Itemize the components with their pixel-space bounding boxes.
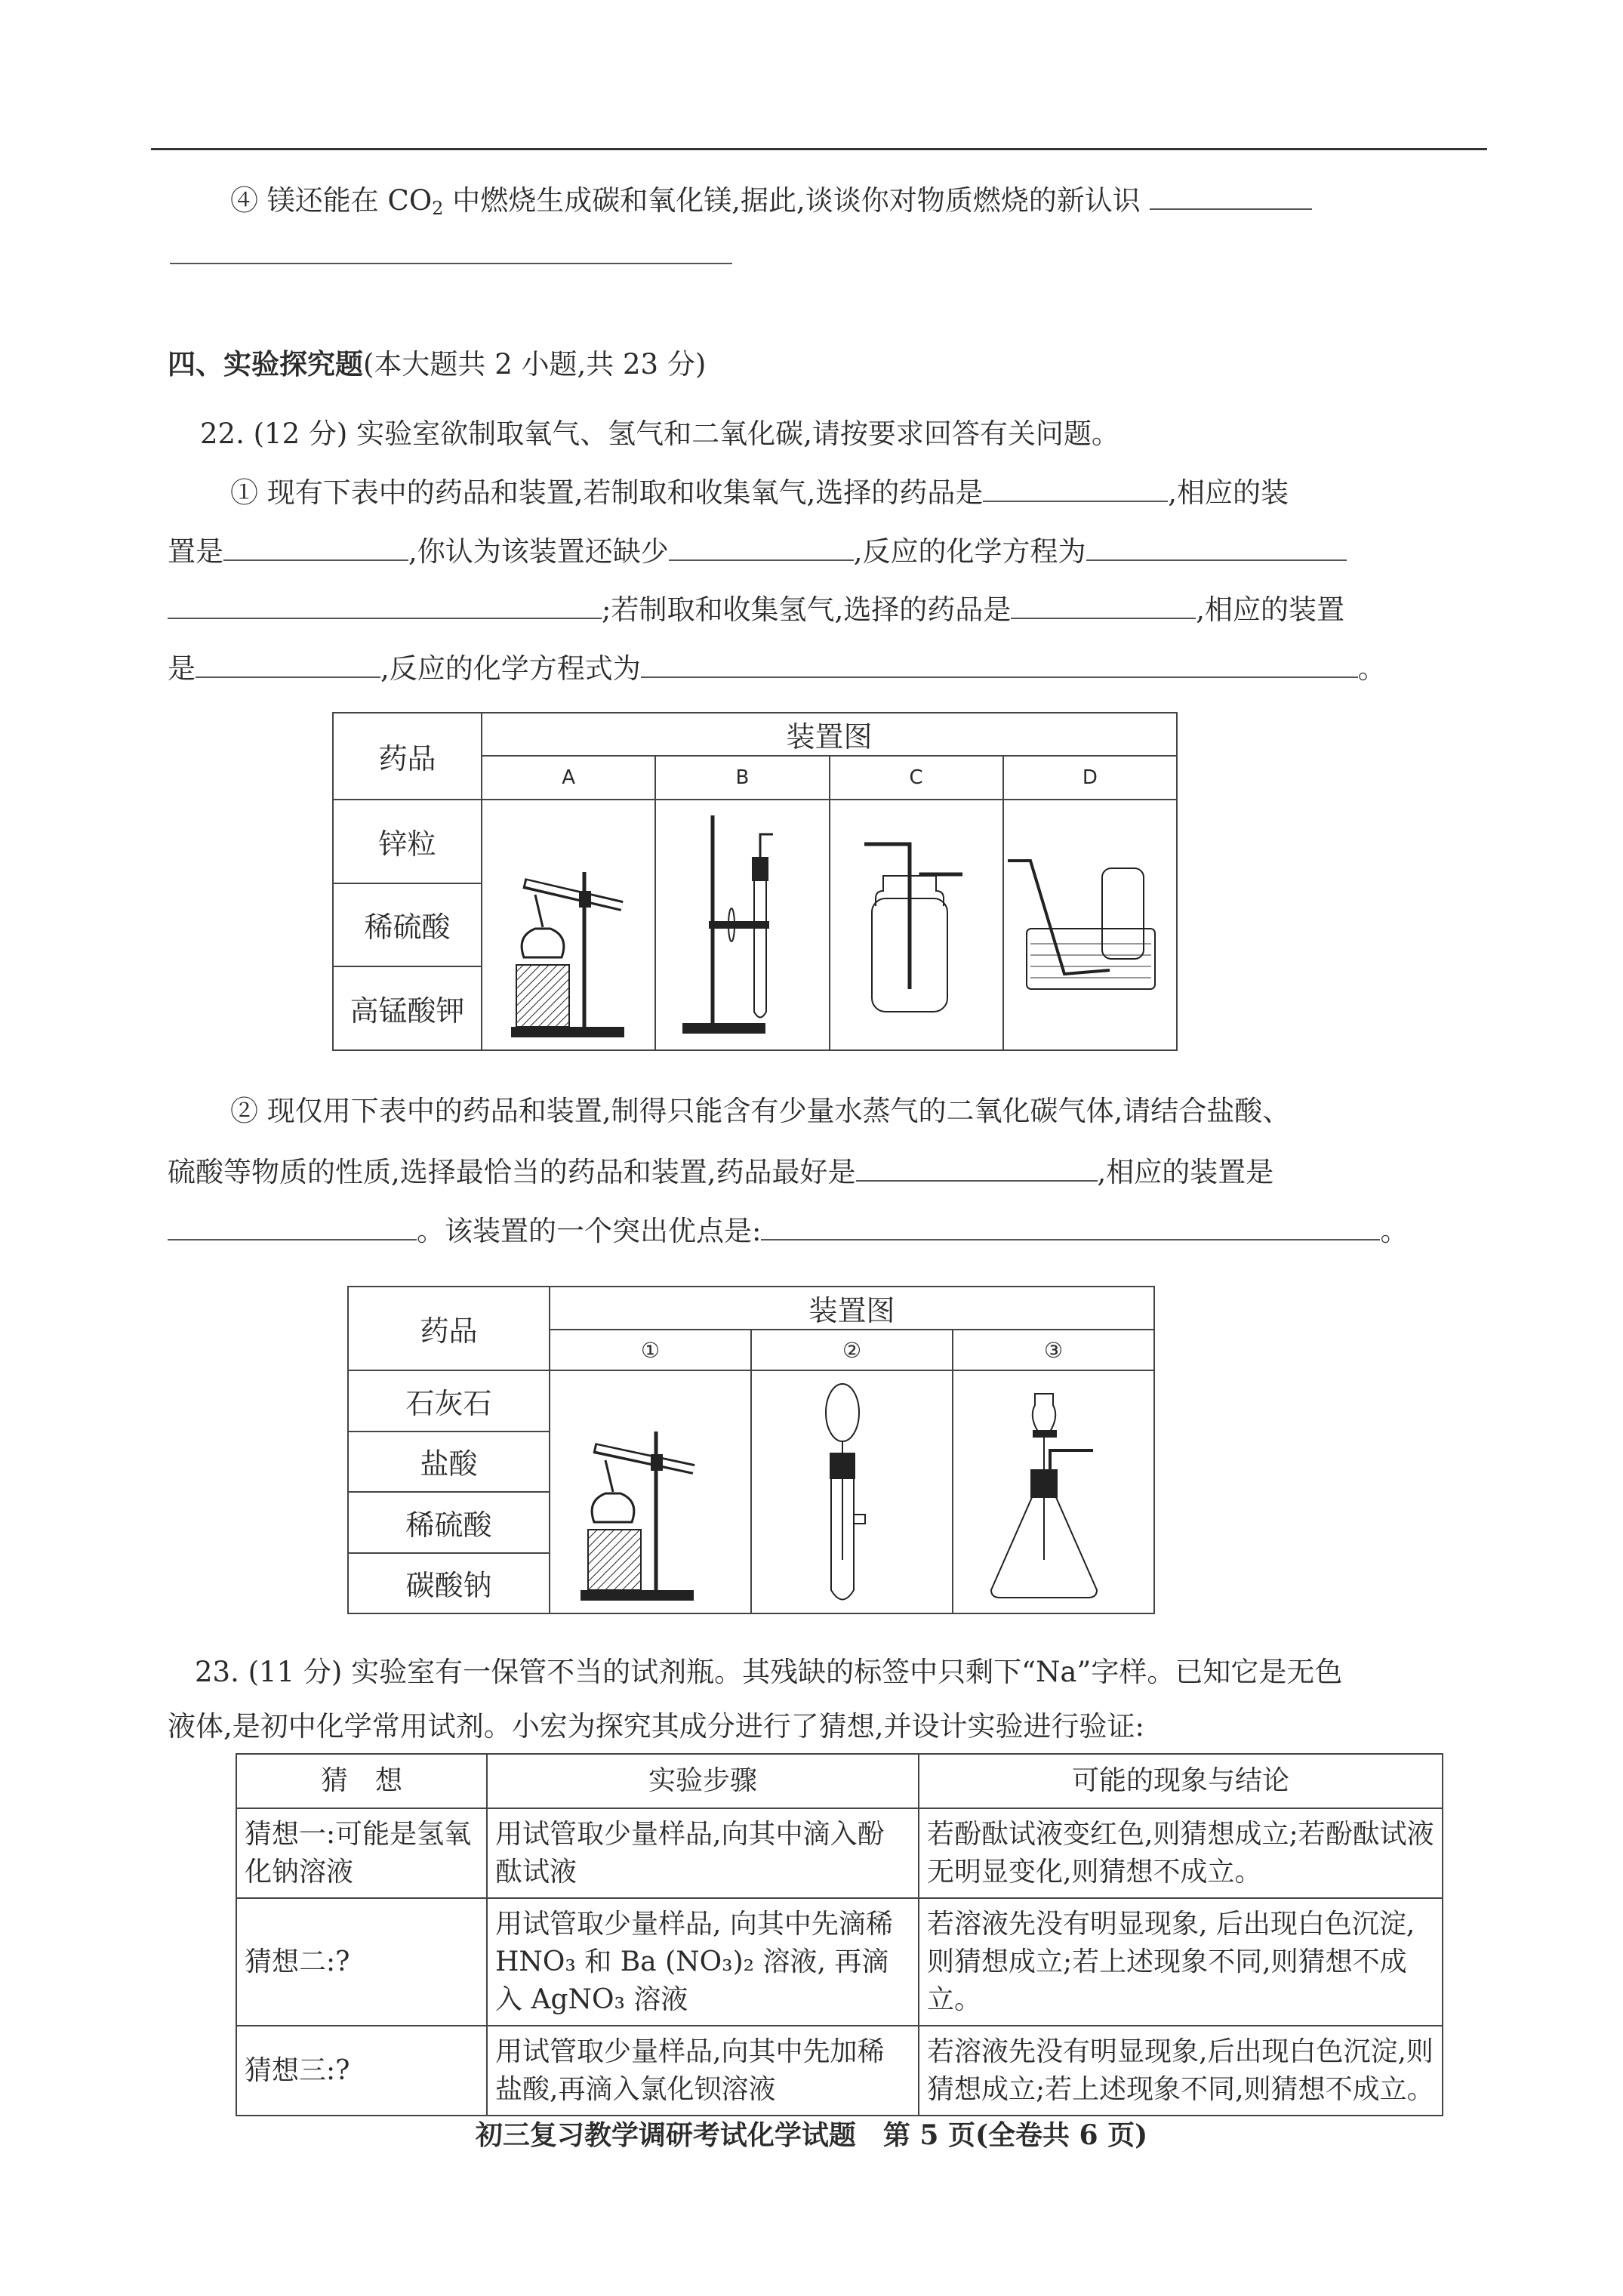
apparatus-cell-c — [830, 800, 1003, 1050]
apparatus-cell-2 — [751, 1370, 953, 1613]
header-steps: 实验步骤 — [487, 1754, 919, 1808]
column-2: ② — [751, 1330, 953, 1370]
apparatus-cell-1 — [550, 1370, 751, 1613]
missing-item-blank[interactable] — [669, 531, 854, 561]
co2-drug-blank[interactable] — [856, 1151, 1098, 1182]
table-row — [236, 1898, 1443, 2026]
advantage-blank[interactable] — [761, 1210, 1380, 1240]
q21-part4-line: ④ 镁还能在 $CO_2$ 中燃烧生成碳和氧化镁,据此,谈谈你对物质燃烧的新认识 — [230, 180, 1312, 227]
steps-cell: 用试管取少量样品,向其中滴入酚酞试液 — [487, 1808, 919, 1898]
result-cell: 若酚酞试液变红色,则猜想成立;若酚酞试液无明显变化,则猜想不成立。 — [919, 1808, 1443, 1898]
q22-part2-line2: 硫酸等物质的性质,选择最恰当的药品和装置,药品最好是 ,相应的装置是 — [168, 1151, 1273, 1191]
hypothesis-cell: 猜想三:? — [236, 2026, 487, 2116]
section-note: (本大题共 2 小题,共 23 分) — [363, 348, 707, 381]
q22-part2-line3: 。该装置的一个突出优点是: 。 — [168, 1210, 1408, 1250]
conical-flask-apparatus-icon — [953, 1371, 1135, 1613]
q22-part1-line3: ;若制取和收集氢气,选择的药品是 ,相应的装置 — [168, 589, 1344, 629]
drug-cell: 碳酸钠 — [348, 1553, 550, 1614]
apparatus-table-2 — [347, 1286, 1155, 1614]
apparatus-cell-b — [655, 800, 829, 1050]
oxygen-equation-blank-cont[interactable] — [168, 589, 602, 619]
table-row — [236, 1808, 1443, 1898]
column-c: C — [830, 756, 1003, 800]
apparatus-cell-a — [482, 800, 655, 1050]
q22-part2-line1: ② 现仅用下表中的药品和装置,制得只能含有少量水蒸气的二氧化碳气体,请结合盐酸、 — [230, 1095, 1291, 1127]
q23-line1: 23. (11 分) 实验室有一保管不当的试剂瓶。其残缺的标签中只剩下“Na”字样。已知它是无色 — [195, 1656, 1343, 1688]
table-row — [236, 2026, 1443, 2116]
hydrogen-apparatus-blank[interactable] — [196, 648, 380, 678]
apparatus-cell-3 — [953, 1370, 1154, 1613]
co2-apparatus-blank[interactable] — [168, 1210, 417, 1240]
section-title: 四、实验探究题 — [168, 348, 363, 381]
result-cell: 若溶液先没有明显现象, 后出现白色沉淀,则猜想成立;若上述现象不同,则猜想不成立。 — [919, 1898, 1443, 2026]
apparatus-table-1 — [332, 712, 1178, 1051]
q22-part1-line1: ① 现有下表中的药品和装置,若制取和收集氧气,选择的药品是 ,相应的装 — [230, 472, 1289, 512]
side-arm-tube-apparatus-icon — [752, 1371, 933, 1613]
drug-cell: 石灰石 — [348, 1370, 550, 1432]
q21-part4-text-before: ④ — [230, 184, 258, 217]
column-3: ③ — [953, 1330, 1154, 1370]
heating-test-tube-apparatus-icon — [482, 800, 648, 1049]
drug-cell: 稀硫酸 — [333, 883, 482, 967]
result-cell: 若溶液先没有明显现象,后出现白色沉淀,则猜想成立;若上述现象不同,则猜想不成立。 — [919, 2026, 1443, 2116]
header-result: 可能的现象与结论 — [919, 1754, 1443, 1808]
steps-cell: 用试管取少量样品, 向其中先滴稀 HNO₃ 和 Ba (NO₃)₂ 溶液, 再滴入 AgNO₃ 溶液 — [487, 1898, 919, 2026]
oxygen-drug-blank[interactable] — [983, 472, 1168, 502]
drug-cell: 稀硫酸 — [348, 1492, 550, 1553]
vertical-test-tube-apparatus-icon — [656, 800, 822, 1049]
hypothesis-cell: 猜想二:? — [236, 1898, 487, 2026]
drug-header: 药品 — [333, 713, 482, 800]
hypothesis-table — [236, 1753, 1443, 2116]
hypothesis-cell: 猜想一:可能是氢氧化钠溶液 — [236, 1808, 487, 1898]
drug-header: 药品 — [348, 1287, 550, 1370]
answer-blank[interactable] — [170, 263, 732, 264]
q22-part1-line2: 置是 ,你认为该装置还缺少 ,反应的化学方程为 — [168, 531, 1347, 571]
q22-part1-line4: 是 ,反应的化学方程式为 。 — [168, 648, 1386, 688]
apparatus-header: 装置图 — [482, 713, 1177, 756]
top-rule — [151, 148, 1487, 150]
page-footer: 初三复习教学调研考试化学试题 第 5 页(全卷共 6 页) — [475, 2119, 1148, 2151]
gas-washing-bottle-icon — [830, 800, 996, 1049]
header-hypothesis: 猜 想 — [236, 1754, 487, 1808]
section-heading — [168, 346, 706, 384]
steps-cell: 用试管取少量样品,向其中先加稀盐酸,再滴入氯化钡溶液 — [487, 2026, 919, 2116]
column-d: D — [1003, 756, 1177, 800]
hydrogen-drug-blank[interactable] — [1011, 589, 1196, 619]
drug-cell: 盐酸 — [348, 1432, 550, 1493]
column-1: ① — [550, 1330, 751, 1370]
oxygen-equation-blank[interactable] — [1086, 531, 1347, 561]
drug-cell: 锌粒 — [333, 800, 482, 883]
q22-header: 22. (12 分) 实验室欲制取氧气、氢气和二氧化碳,请按要求回答有关问题。 — [200, 418, 1119, 450]
water-collection-apparatus-icon — [1004, 800, 1170, 1049]
column-a: A — [482, 756, 655, 800]
q23-line2: 液体,是初中化学常用试剂。小宏为探究其成分进行了猜想,并设计实验进行验证: — [168, 1710, 1144, 1743]
apparatus-cell-d — [1003, 800, 1177, 1050]
oxygen-apparatus-blank[interactable] — [223, 531, 408, 561]
column-b: B — [655, 756, 829, 800]
hydrogen-equation-blank[interactable] — [641, 648, 1358, 678]
answer-blank[interactable] — [1150, 180, 1312, 210]
drug-cell: 高锰酸钾 — [333, 966, 482, 1050]
heating-test-tube-apparatus-icon — [550, 1371, 731, 1613]
apparatus-header: 装置图 — [550, 1287, 1154, 1330]
